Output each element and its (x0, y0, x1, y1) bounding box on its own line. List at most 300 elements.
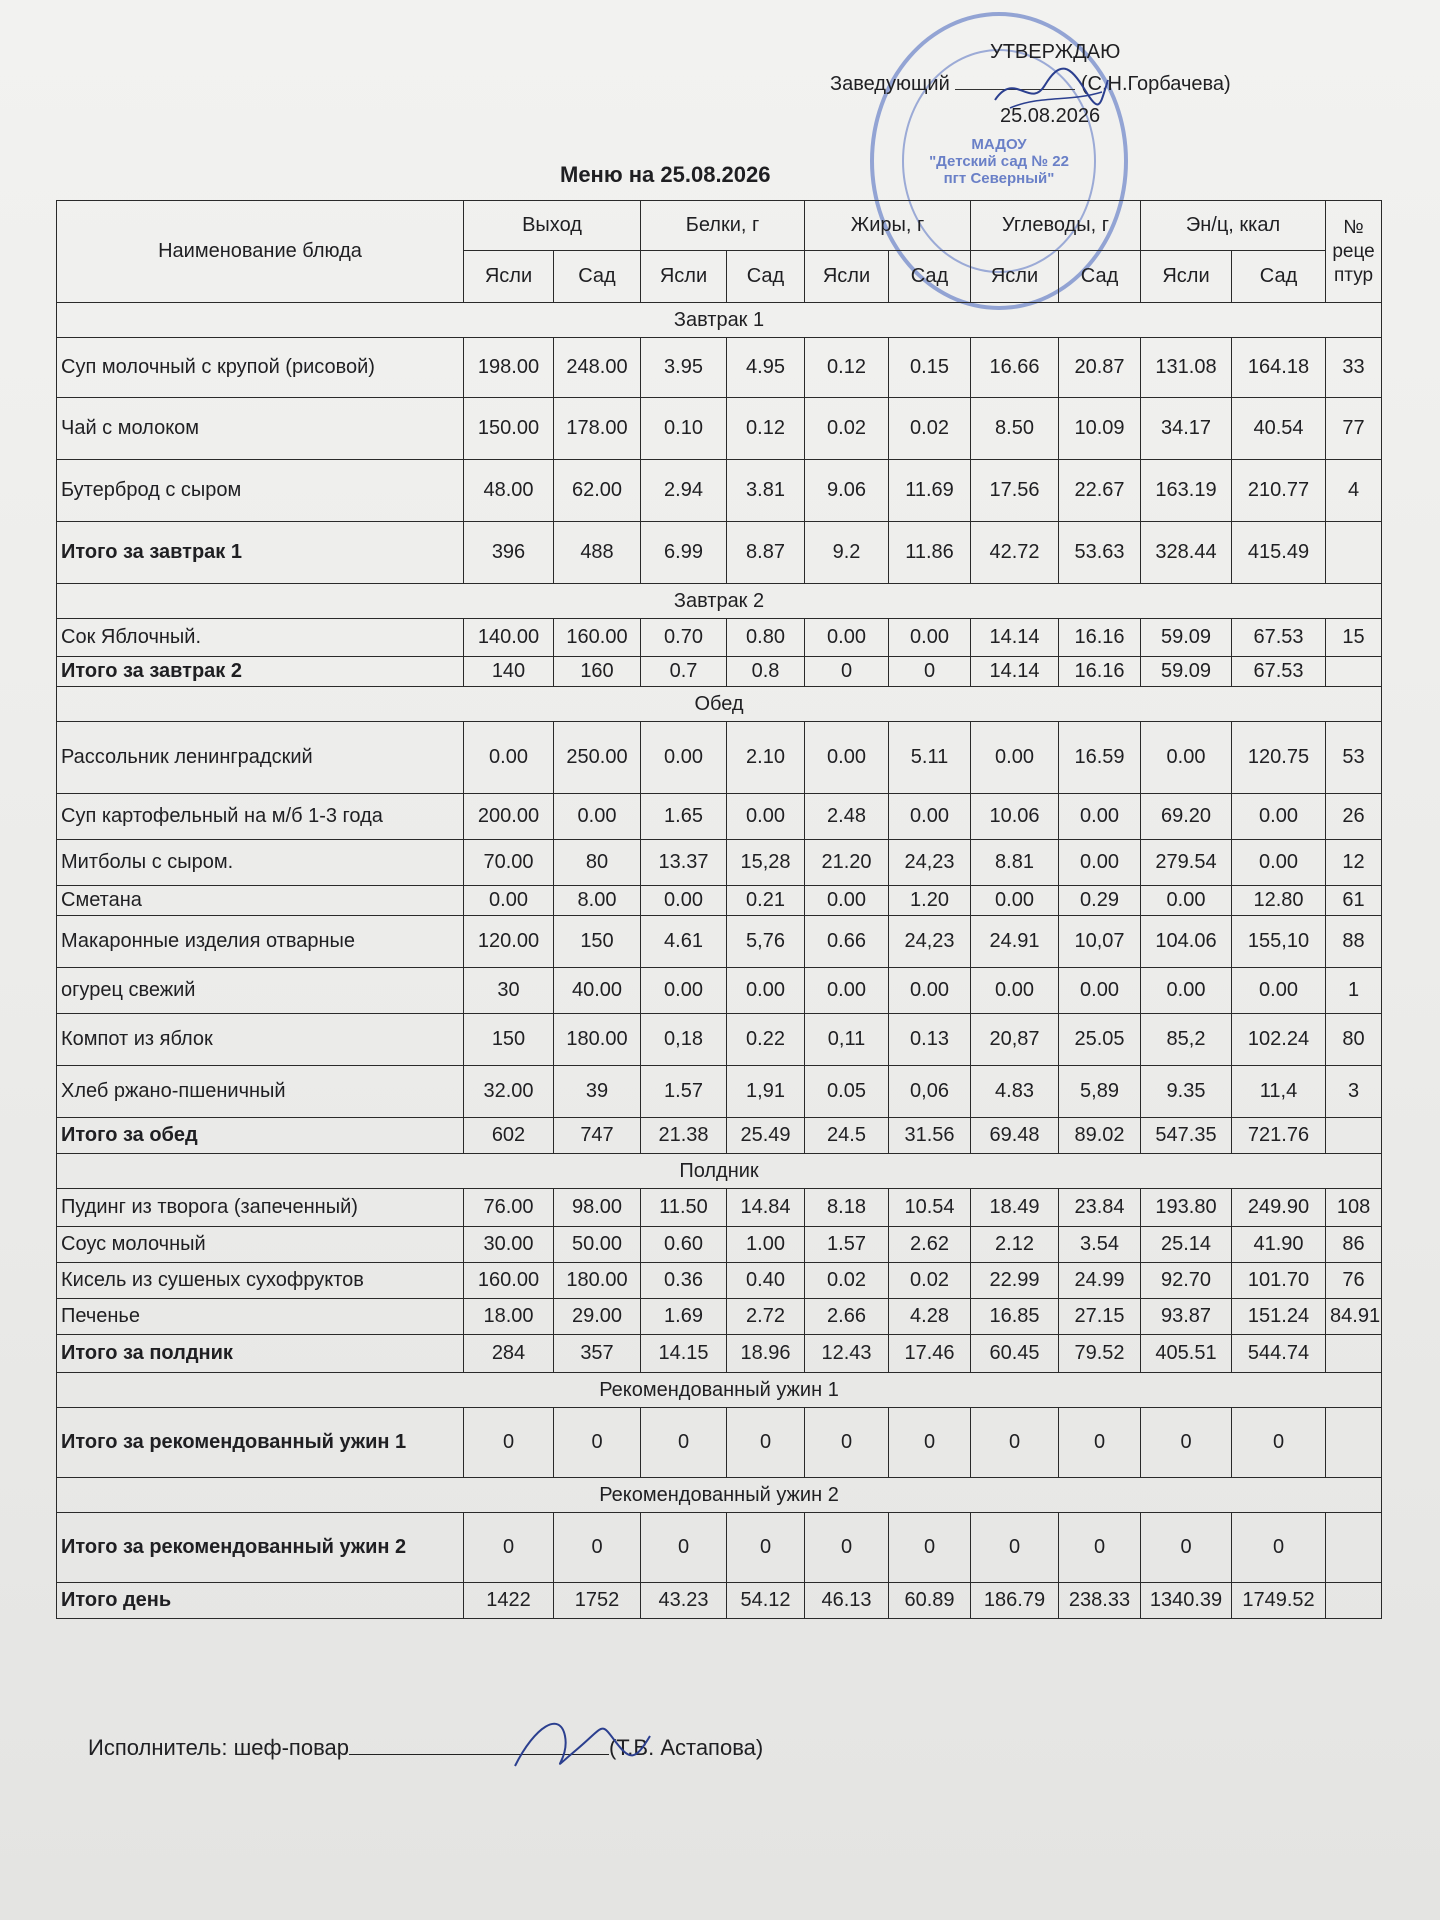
value-cell: 0 (727, 1513, 805, 1583)
value-cell: 8.00 (554, 886, 641, 916)
recipe-cell: 33 (1326, 338, 1382, 398)
value-cell: 14.84 (727, 1189, 805, 1227)
value-cell: 14.15 (641, 1335, 727, 1373)
value-cell: 0.10 (641, 398, 727, 460)
value-cell: 0.02 (805, 398, 889, 460)
value-cell: 2.48 (805, 794, 889, 840)
value-cell: 5.11 (889, 722, 971, 794)
header-sub-nursery: Ясли (805, 251, 889, 303)
value-cell: 249.90 (1232, 1189, 1326, 1227)
table-row (57, 1189, 1382, 1227)
value-cell: 0 (464, 1408, 554, 1478)
value-cell: 22.99 (971, 1263, 1059, 1299)
value-cell: 0,18 (641, 1014, 727, 1066)
value-cell: 0.00 (641, 886, 727, 916)
value-cell: 24.99 (1059, 1263, 1141, 1299)
executor-name: (Т.В. Астапова) (608, 1735, 764, 1760)
total-row (57, 657, 1382, 687)
header-sub-nursery: Ясли (971, 251, 1059, 303)
value-cell: 16.59 (1059, 722, 1141, 794)
section-header-row (57, 687, 1382, 722)
recipe-cell: 77 (1326, 398, 1382, 460)
dish-name-cell: Компот из яблок (57, 1014, 464, 1066)
value-cell: 22.67 (1059, 460, 1141, 522)
value-cell: 20.87 (1059, 338, 1141, 398)
value-cell: 164.18 (1232, 338, 1326, 398)
value-cell: 1,91 (727, 1066, 805, 1118)
value-cell: 60.89 (889, 1583, 971, 1619)
dish-name-cell: Чай с молоком (57, 398, 464, 460)
table-row (57, 968, 1382, 1014)
value-cell: 0.70 (641, 619, 727, 657)
value-cell: 396 (464, 522, 554, 584)
value-cell: 5,76 (727, 916, 805, 968)
value-cell: 140 (464, 657, 554, 687)
section-header-row (57, 584, 1382, 619)
value-cell: 8.18 (805, 1189, 889, 1227)
value-cell: 488 (554, 522, 641, 584)
value-cell: 415.49 (1232, 522, 1326, 584)
header-sub-nursery: Ясли (1141, 251, 1232, 303)
value-cell: 30 (464, 968, 554, 1014)
value-cell: 0 (1141, 1408, 1232, 1478)
value-cell: 0.22 (727, 1014, 805, 1066)
value-cell: 279.54 (1141, 840, 1232, 886)
recipe-cell (1326, 1583, 1382, 1619)
value-cell: 0.00 (971, 722, 1059, 794)
dish-name-cell: Бутерброд с сыром (57, 460, 464, 522)
value-cell: 160.00 (554, 619, 641, 657)
recipe-cell: 84.91 (1326, 1299, 1382, 1335)
recipe-cell: 88 (1326, 916, 1382, 968)
header-sub-garden: Сад (1059, 251, 1141, 303)
value-cell: 163.19 (1141, 460, 1232, 522)
menu-table (56, 200, 1382, 1619)
value-cell: 1.65 (641, 794, 727, 840)
value-cell: 747 (554, 1118, 641, 1154)
value-cell: 39 (554, 1066, 641, 1118)
value-cell: 160 (554, 657, 641, 687)
dish-name-cell: Сметана (57, 886, 464, 916)
value-cell: 0.00 (1059, 968, 1141, 1014)
value-cell: 0 (971, 1513, 1059, 1583)
value-cell: 43.23 (641, 1583, 727, 1619)
section-title: Завтрак 1 (57, 303, 1382, 338)
value-cell: 0.60 (641, 1227, 727, 1263)
value-cell: 3.95 (641, 338, 727, 398)
value-cell: 0,11 (805, 1014, 889, 1066)
table-row (57, 398, 1382, 460)
value-cell: 0.66 (805, 916, 889, 968)
value-cell: 1.20 (889, 886, 971, 916)
value-cell: 17.56 (971, 460, 1059, 522)
recipe-cell (1326, 1118, 1382, 1154)
total-row (57, 1408, 1382, 1478)
header-dish-name: Наименование блюда (57, 201, 464, 303)
value-cell: 5,89 (1059, 1066, 1141, 1118)
dish-name-cell: Сок Яблочный. (57, 619, 464, 657)
section-title: Рекомендованный ужин 1 (57, 1373, 1382, 1408)
value-cell: 20,87 (971, 1014, 1059, 1066)
value-cell: 0 (805, 1408, 889, 1478)
header-sub-garden: Сад (1232, 251, 1326, 303)
dish-name-cell: Макаронные изделия отварные (57, 916, 464, 968)
value-cell: 140.00 (464, 619, 554, 657)
value-cell: 602 (464, 1118, 554, 1154)
value-cell: 0.00 (805, 722, 889, 794)
recipe-cell (1326, 522, 1382, 584)
approve-date: 25.08.2026 (1000, 105, 1101, 127)
value-cell: 0 (641, 1408, 727, 1478)
value-cell: 4.61 (641, 916, 727, 968)
dish-name-cell: Итого за рекомендованный ужин 1 (57, 1408, 464, 1478)
value-cell: 1749.52 (1232, 1583, 1326, 1619)
total-row (57, 1335, 1382, 1373)
value-cell: 0 (805, 1513, 889, 1583)
value-cell: 98.00 (554, 1189, 641, 1227)
head-name: (С.Н.Горбачева) (1080, 73, 1231, 95)
dish-name-cell: Итого за обед (57, 1118, 464, 1154)
recipe-cell: 53 (1326, 722, 1382, 794)
header-protein: Белки, г (641, 201, 805, 251)
value-cell: 0.13 (889, 1014, 971, 1066)
value-cell: 0.00 (971, 886, 1059, 916)
value-cell: 54.12 (727, 1583, 805, 1619)
dish-name-cell: Хлеб ржано-пшеничный (57, 1066, 464, 1118)
value-cell: 0.00 (727, 968, 805, 1014)
table-row (57, 1263, 1382, 1299)
table-row (57, 1014, 1382, 1066)
value-cell: 10,07 (1059, 916, 1141, 968)
approval-block (830, 36, 1310, 132)
value-cell: 721.76 (1232, 1118, 1326, 1154)
value-cell: 93.87 (1141, 1299, 1232, 1335)
value-cell: 2.12 (971, 1227, 1059, 1263)
value-cell: 24.91 (971, 916, 1059, 968)
value-cell: 0.00 (554, 794, 641, 840)
value-cell: 16.16 (1059, 657, 1141, 687)
value-cell: 1752 (554, 1583, 641, 1619)
value-cell: 0.00 (464, 886, 554, 916)
value-cell: 0.00 (805, 886, 889, 916)
dish-name-cell: Рассольник ленинградский (57, 722, 464, 794)
recipe-cell: 80 (1326, 1014, 1382, 1066)
value-cell: 120.75 (1232, 722, 1326, 794)
recipe-cell: 61 (1326, 886, 1382, 916)
dish-name-cell: огурец свежий (57, 968, 464, 1014)
value-cell: 1340.39 (1141, 1583, 1232, 1619)
value-cell: 14.14 (971, 619, 1059, 657)
dish-name-cell: Пудинг из творога (запеченный) (57, 1189, 464, 1227)
header-sub-garden: Сад (889, 251, 971, 303)
recipe-cell: 15 (1326, 619, 1382, 657)
value-cell: 0.00 (889, 619, 971, 657)
value-cell: 0.00 (464, 722, 554, 794)
value-cell: 4.95 (727, 338, 805, 398)
dish-name-cell: Итого день (57, 1583, 464, 1619)
section-title: Рекомендованный ужин 2 (57, 1478, 1382, 1513)
executor-label: Исполнитель: шеф-повар (88, 1735, 349, 1760)
value-cell: 8.50 (971, 398, 1059, 460)
recipe-cell: 86 (1326, 1227, 1382, 1263)
value-cell: 210.77 (1232, 460, 1326, 522)
head-label: Заведующий (830, 73, 950, 95)
value-cell: 12.80 (1232, 886, 1326, 916)
value-cell: 27.15 (1059, 1299, 1141, 1335)
value-cell: 0 (1232, 1408, 1326, 1478)
section-title: Завтрак 2 (57, 584, 1382, 619)
dish-name-cell: Итого за завтрак 2 (57, 657, 464, 687)
value-cell: 0.29 (1059, 886, 1141, 916)
recipe-cell: 108 (1326, 1189, 1382, 1227)
approve-head-line (830, 68, 1310, 100)
value-cell: 155,10 (1232, 916, 1326, 968)
value-cell: 40.00 (554, 968, 641, 1014)
value-cell: 40.54 (1232, 398, 1326, 460)
value-cell: 25.05 (1059, 1014, 1141, 1066)
value-cell: 42.72 (971, 522, 1059, 584)
dish-name-cell: Суп молочный с крупой (рисовой) (57, 338, 464, 398)
value-cell: 85,2 (1141, 1014, 1232, 1066)
approve-label: УТВЕРЖДАЮ (990, 41, 1121, 63)
value-cell: 0.05 (805, 1066, 889, 1118)
value-cell: 32.00 (464, 1066, 554, 1118)
value-cell: 70.00 (464, 840, 554, 886)
value-cell: 2.10 (727, 722, 805, 794)
value-cell: 34.17 (1141, 398, 1232, 460)
section-header-row (57, 1478, 1382, 1513)
value-cell: 1.57 (641, 1066, 727, 1118)
value-cell: 0.00 (1141, 722, 1232, 794)
section-header-row (57, 303, 1382, 338)
value-cell: 67.53 (1232, 657, 1326, 687)
value-cell: 0.00 (1141, 886, 1232, 916)
recipe-cell (1326, 1335, 1382, 1373)
value-cell: 0.02 (889, 398, 971, 460)
value-cell: 0 (727, 1408, 805, 1478)
value-cell: 10.54 (889, 1189, 971, 1227)
stamp-line-1: МАДОУ (971, 135, 1027, 153)
value-cell: 13.37 (641, 840, 727, 886)
value-cell: 328.44 (1141, 522, 1232, 584)
dish-name-cell: Соус молочный (57, 1227, 464, 1263)
value-cell: 80 (554, 840, 641, 886)
value-cell: 14.14 (971, 657, 1059, 687)
value-cell: 16.66 (971, 338, 1059, 398)
dish-name-cell: Итого за полдник (57, 1335, 464, 1373)
value-cell: 0 (464, 1513, 554, 1583)
value-cell: 60.45 (971, 1335, 1059, 1373)
head-signature-line (955, 71, 1075, 90)
header-energy: Эн/ц, ккал (1141, 201, 1326, 251)
total-row (57, 1583, 1382, 1619)
value-cell: 0.00 (727, 794, 805, 840)
value-cell: 0.40 (727, 1263, 805, 1299)
value-cell: 0.36 (641, 1263, 727, 1299)
value-cell: 0.80 (727, 619, 805, 657)
value-cell: 0 (1059, 1408, 1141, 1478)
recipe-cell: 26 (1326, 794, 1382, 840)
value-cell: 0.12 (805, 338, 889, 398)
value-cell: 11.50 (641, 1189, 727, 1227)
value-cell: 69.20 (1141, 794, 1232, 840)
total-row (57, 1118, 1382, 1154)
value-cell: 4.28 (889, 1299, 971, 1335)
value-cell: 0.00 (805, 619, 889, 657)
header-row-1 (57, 201, 1382, 251)
value-cell: 0.00 (1059, 840, 1141, 886)
section-header-row (57, 1154, 1382, 1189)
value-cell: 3.81 (727, 460, 805, 522)
value-cell: 0 (554, 1513, 641, 1583)
value-cell: 89.02 (1059, 1118, 1141, 1154)
value-cell: 193.80 (1141, 1189, 1232, 1227)
value-cell: 59.09 (1141, 619, 1232, 657)
value-cell: 9.35 (1141, 1066, 1232, 1118)
table-row (57, 338, 1382, 398)
value-cell: 9.06 (805, 460, 889, 522)
value-cell: 0 (1232, 1513, 1326, 1583)
dish-name-cell: Печенье (57, 1299, 464, 1335)
value-cell: 2.62 (889, 1227, 971, 1263)
value-cell: 0.00 (889, 794, 971, 840)
value-cell: 69.48 (971, 1118, 1059, 1154)
value-cell: 200.00 (464, 794, 554, 840)
value-cell: 186.79 (971, 1583, 1059, 1619)
value-cell: 24.5 (805, 1118, 889, 1154)
value-cell: 160.00 (464, 1263, 554, 1299)
recipe-cell: 3 (1326, 1066, 1382, 1118)
value-cell: 0 (889, 1513, 971, 1583)
stamp-line-3: пгт Северный" (943, 169, 1055, 187)
value-cell: 104.06 (1141, 916, 1232, 968)
value-cell: 0.00 (805, 968, 889, 1014)
total-row (57, 522, 1382, 584)
value-cell: 12.43 (805, 1335, 889, 1373)
value-cell: 21.20 (805, 840, 889, 886)
header-output: Выход (464, 201, 641, 251)
value-cell: 198.00 (464, 338, 554, 398)
recipe-cell (1326, 1408, 1382, 1478)
recipe-cell: 4 (1326, 460, 1382, 522)
value-cell: 178.00 (554, 398, 641, 460)
header-sub-nursery: Ясли (641, 251, 727, 303)
table-row (57, 886, 1382, 916)
value-cell: 0.00 (641, 722, 727, 794)
value-cell: 23.84 (1059, 1189, 1141, 1227)
value-cell: 15,28 (727, 840, 805, 886)
value-cell: 0.00 (1059, 794, 1141, 840)
value-cell: 150 (464, 1014, 554, 1066)
value-cell: 131.08 (1141, 338, 1232, 398)
value-cell: 18.96 (727, 1335, 805, 1373)
value-cell: 92.70 (1141, 1263, 1232, 1299)
table-row (57, 794, 1382, 840)
value-cell: 48.00 (464, 460, 554, 522)
table-row (57, 722, 1382, 794)
value-cell: 0.00 (971, 968, 1059, 1014)
table-row (57, 1227, 1382, 1263)
dish-name-cell: Итого за рекомендованный ужин 2 (57, 1513, 464, 1583)
value-cell: 2.72 (727, 1299, 805, 1335)
recipe-cell (1326, 657, 1382, 687)
header-recipe-number: № реце птур (1326, 201, 1382, 303)
value-cell: 25.49 (727, 1118, 805, 1154)
value-cell: 180.00 (554, 1014, 641, 1066)
value-cell: 8.81 (971, 840, 1059, 886)
value-cell: 0.02 (889, 1263, 971, 1299)
value-cell: 0 (889, 657, 971, 687)
value-cell: 67.53 (1232, 619, 1326, 657)
header-sub-garden: Сад (554, 251, 641, 303)
value-cell: 79.52 (1059, 1335, 1141, 1373)
header-carbs: Углеводы, г (971, 201, 1141, 251)
dish-name-cell: Суп картофельный на м/б 1-3 года (57, 794, 464, 840)
value-cell: 0 (889, 1408, 971, 1478)
table-row (57, 619, 1382, 657)
value-cell: 9.2 (805, 522, 889, 584)
value-cell: 24,23 (889, 916, 971, 968)
footer-executor (88, 1734, 763, 1761)
value-cell: 2.94 (641, 460, 727, 522)
value-cell: 238.33 (1059, 1583, 1141, 1619)
dish-name-cell: Митболы с сыром. (57, 840, 464, 886)
value-cell: 1422 (464, 1583, 554, 1619)
value-cell: 30.00 (464, 1227, 554, 1263)
value-cell: 150 (554, 916, 641, 968)
value-cell: 18.49 (971, 1189, 1059, 1227)
value-cell: 11.86 (889, 522, 971, 584)
value-cell: 0 (641, 1513, 727, 1583)
value-cell: 0.7 (641, 657, 727, 687)
value-cell: 2.66 (805, 1299, 889, 1335)
value-cell: 4.83 (971, 1066, 1059, 1118)
value-cell: 3.54 (1059, 1227, 1141, 1263)
recipe-cell (1326, 1513, 1382, 1583)
value-cell: 0.00 (1232, 794, 1326, 840)
value-cell: 547.35 (1141, 1118, 1232, 1154)
section-title: Полдник (57, 1154, 1382, 1189)
value-cell: 0.8 (727, 657, 805, 687)
value-cell: 10.06 (971, 794, 1059, 840)
table-row (57, 840, 1382, 886)
dish-name-cell: Итого за завтрак 1 (57, 522, 464, 584)
value-cell: 10.09 (1059, 398, 1141, 460)
value-cell: 0 (554, 1408, 641, 1478)
value-cell: 101.70 (1232, 1263, 1326, 1299)
value-cell: 8.87 (727, 522, 805, 584)
recipe-cell: 1 (1326, 968, 1382, 1014)
value-cell: 1.00 (727, 1227, 805, 1263)
value-cell: 0,06 (889, 1066, 971, 1118)
table-row (57, 460, 1382, 522)
value-cell: 11,4 (1232, 1066, 1326, 1118)
recipe-cell: 76 (1326, 1263, 1382, 1299)
value-cell: 0.00 (641, 968, 727, 1014)
section-title: Обед (57, 687, 1382, 722)
header-sub-nursery: Ясли (464, 251, 554, 303)
value-cell: 250.00 (554, 722, 641, 794)
value-cell: 0 (1059, 1513, 1141, 1583)
value-cell: 62.00 (554, 460, 641, 522)
stamp-line-2: "Детский сад № 22 (929, 152, 1069, 170)
value-cell: 0.00 (1232, 968, 1326, 1014)
value-cell: 25.14 (1141, 1227, 1232, 1263)
value-cell: 1.57 (805, 1227, 889, 1263)
value-cell: 0.02 (805, 1263, 889, 1299)
value-cell: 0.00 (1232, 840, 1326, 886)
value-cell: 120.00 (464, 916, 554, 968)
